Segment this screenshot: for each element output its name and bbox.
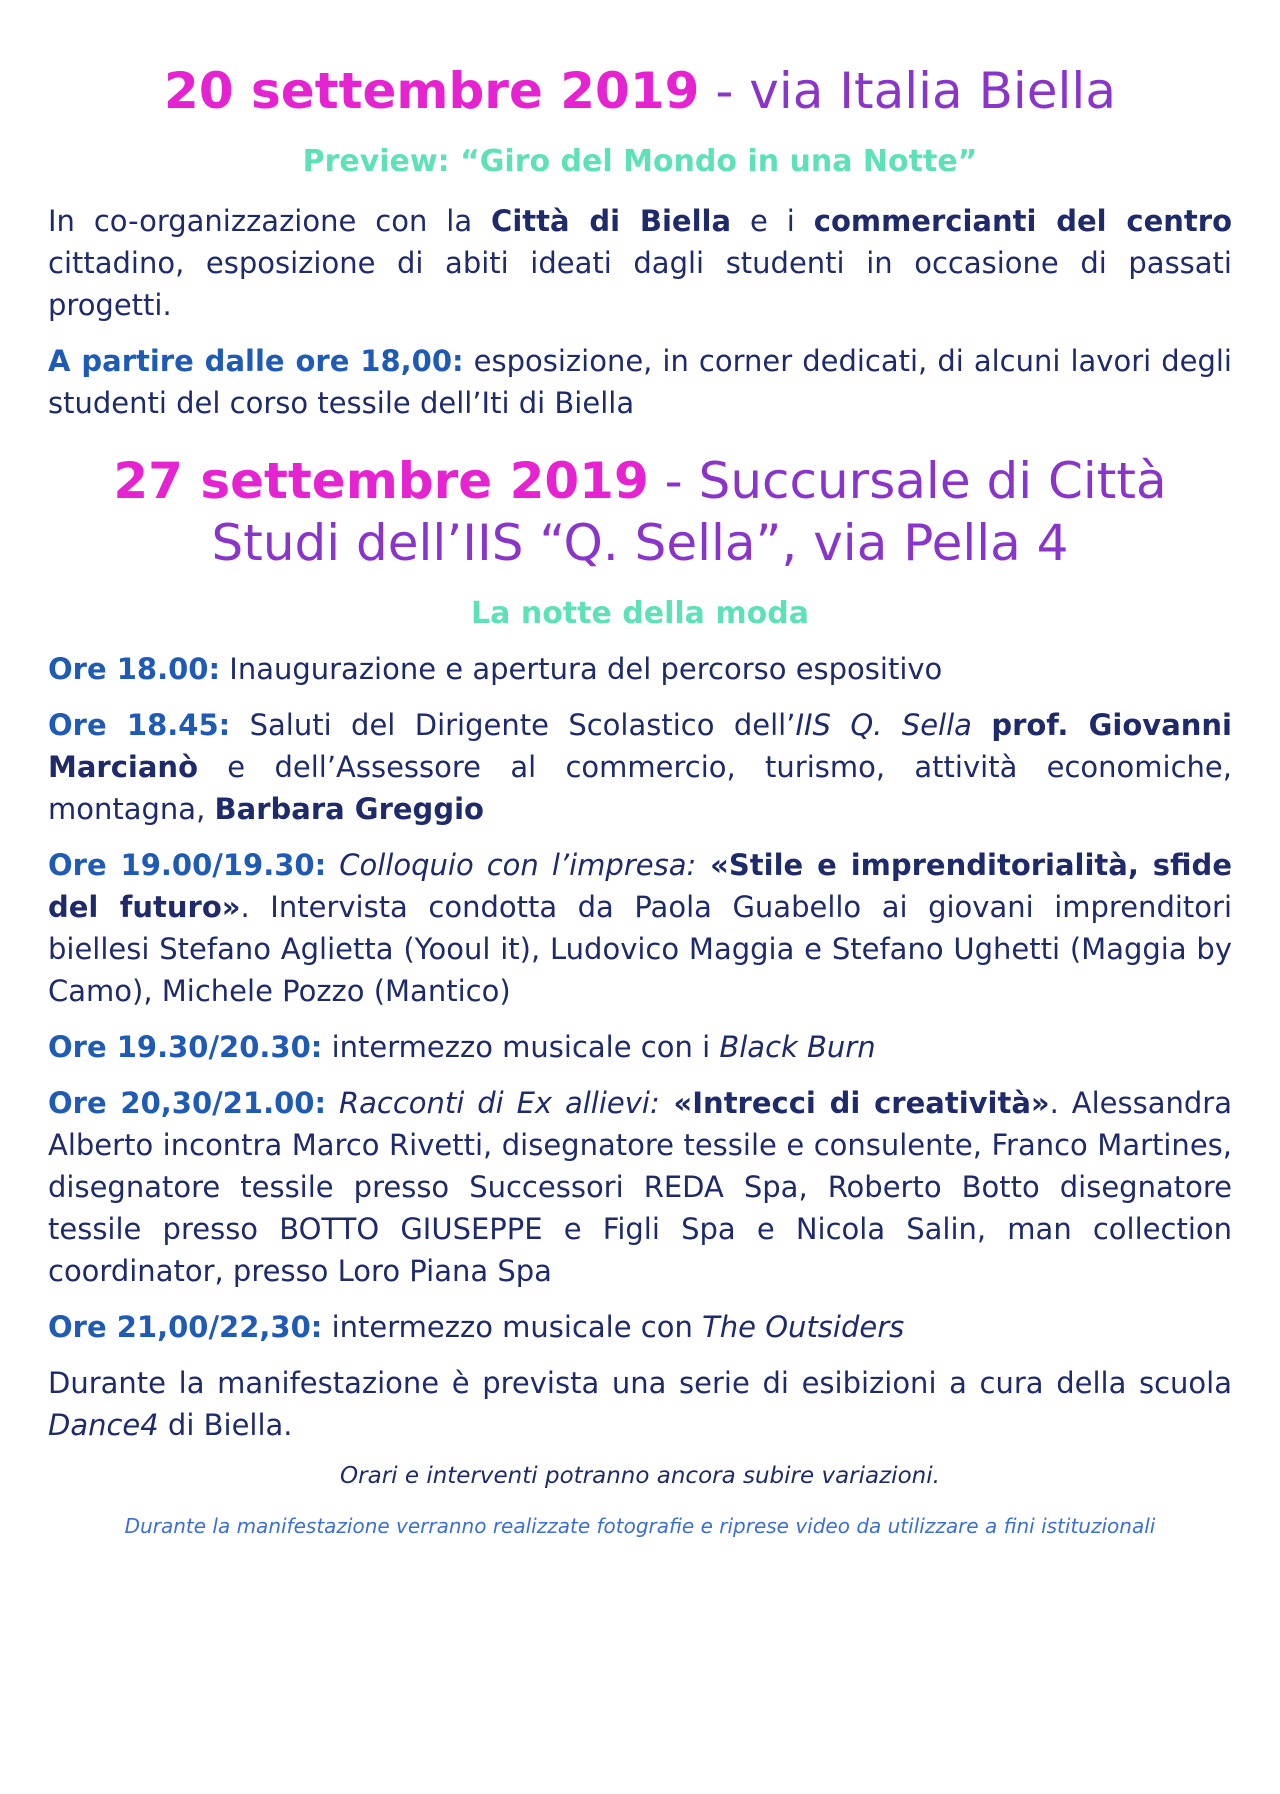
- text-span: esposizione, in corner dedicati, di alcuni lavori degli studenti del corso tessile dell’Iti di Biella: [48, 344, 1232, 420]
- program-item-1: [48, 648, 1232, 690]
- section1-date: 20 settembre 2019: [164, 62, 700, 120]
- text-span: Durante la manifestazione è prevista una serie di esibizioni a cura della scuola: [48, 1366, 1232, 1400]
- italic-label: Racconti di Ex allievi:: [326, 1086, 660, 1120]
- section1-paragraph-2: [48, 340, 1232, 424]
- text-span: Inaugurazione e apertura del percorso espositivo: [220, 652, 943, 686]
- time-label: Ore 21,00/22,30:: [48, 1310, 323, 1344]
- closing-paragraph: [48, 1362, 1232, 1446]
- section1-heading: [48, 60, 1232, 122]
- text-span: In co-organizzazione con la: [48, 204, 492, 238]
- text-span: e dell’Assessore al commercio, turismo, attività economiche, montagna,: [48, 750, 1232, 826]
- section2-place-line1: - Succursale di Città: [648, 452, 1167, 510]
- program-item-5: [48, 1082, 1232, 1292]
- text-span: [972, 708, 991, 742]
- section1-place: - via Italia Biella: [699, 62, 1116, 120]
- text-span: di Biella.: [158, 1408, 293, 1442]
- bold-principal: prof. Giovanni Marcianò: [48, 708, 1232, 784]
- media-disclaimer: Durante la manifestazione verranno realizzate fotografie e riprese video da utilizzare a fini istituzionali: [124, 1514, 1156, 1538]
- italic-band: The Outsiders: [702, 1310, 905, 1344]
- variations-note: Orari e interventi potranno ancora subire variazioni.: [340, 1463, 940, 1489]
- text-span: . Intervista condotta da Paola Guabello ai giovani imprenditori biellesi Stefano Aglietta (Yooul it), Ludovico Maggia e Stefano Ughetti (Maggia by Camo), Michele Pozzo (Mantico): [48, 890, 1232, 1008]
- bold-title: «Intrecci di creatività»: [659, 1086, 1050, 1120]
- program-item-3: [48, 844, 1232, 1012]
- event-program: [48, 60, 1232, 1540]
- section2-place-line2: Studi dell’IIS “Q. Sella”, via Pella 4: [211, 514, 1069, 572]
- bold-merchants: commercianti del centro: [813, 204, 1232, 238]
- time-label: Ore 19.30/20.30:: [48, 1030, 323, 1064]
- time-label: Ore 18.00:: [48, 652, 221, 686]
- section2-heading: [48, 450, 1232, 574]
- italic-school: IIS Q. Sella: [795, 708, 972, 742]
- text-span: intermezzo musicale con: [322, 1310, 703, 1344]
- time-label: Ore 19.00/19.30:: [48, 848, 327, 882]
- section1-preview: Preview: “Giro del Mondo in una Notte”: [302, 144, 978, 179]
- time-label: Ore 20,30/21.00:: [48, 1086, 327, 1120]
- section2-date: 27 settembre 2019: [113, 452, 649, 510]
- section1-paragraph-1: [48, 200, 1232, 326]
- bold-title: «Stile e imprenditorialità, sfide del futuro»: [48, 848, 1232, 924]
- italic-band: Black Burn: [719, 1030, 876, 1064]
- text-span: . Alessandra Alberto incontra Marco Rivetti, disegnatore tessile e consulente, Franco Martines, disegnatore tessile presso Successori REDA Spa, Roberto Botto disegnatore tessile presso BOTTO GIUSEPPE e Figli Spa e Nicola Salin, man collection coordinator, presso Loro Piana Spa: [48, 1086, 1232, 1288]
- program-item-4: [48, 1026, 1232, 1068]
- program-item-2: [48, 704, 1232, 830]
- time-label: A partire dalle ore 18,00:: [48, 344, 464, 378]
- italic-label: Colloquio con l’impresa:: [326, 848, 697, 882]
- text-span: Saluti del Dirigente Scolastico dell’: [230, 708, 796, 742]
- text-span: cittadino, esposizione di abiti ideati dagli studenti in occasione di passati progetti.: [48, 246, 1232, 322]
- bold-assessor: Barbara Greggio: [214, 792, 484, 826]
- text-span: e i: [731, 204, 814, 238]
- time-label: Ore 18.45:: [48, 708, 231, 742]
- section2-subtitle: La notte della moda: [471, 596, 809, 631]
- text-span: intermezzo musicale con i: [322, 1030, 720, 1064]
- italic-dance-school: Dance4: [48, 1408, 159, 1442]
- program-item-6: [48, 1306, 1232, 1348]
- bold-city: Città di Biella: [491, 204, 732, 238]
